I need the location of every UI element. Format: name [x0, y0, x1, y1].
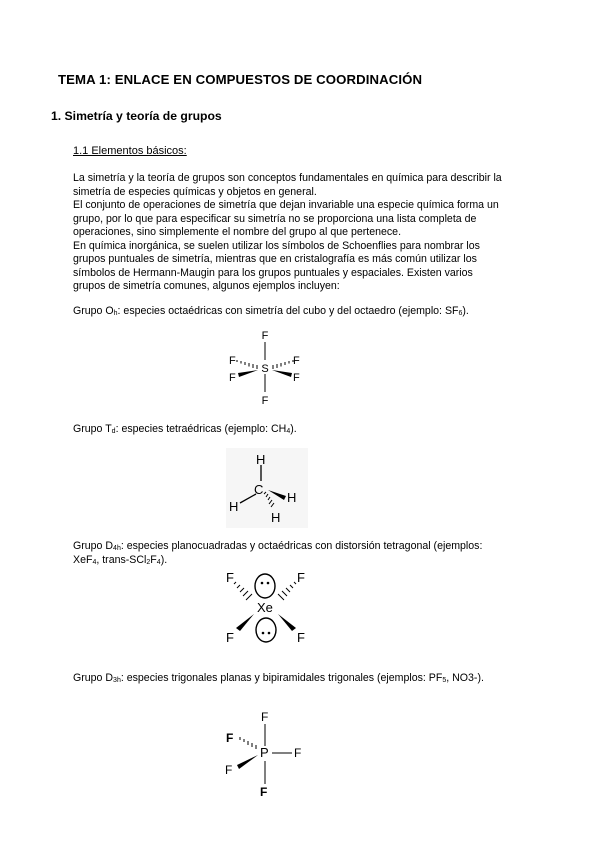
intro-paragraph: [73, 172, 543, 294]
document-title: TEMA 1: ENLACE EN COMPUESTOS DE COORDINACIÓN: [58, 72, 423, 87]
xef4-lower-left-label: F: [226, 630, 234, 645]
pf5-eq-right-label: F: [294, 746, 302, 760]
xef4-lower-right-label: F: [297, 630, 305, 645]
pf5-structure: [220, 708, 316, 802]
ch4-center-label: C: [254, 482, 264, 497]
sf6-upper-right-label: F: [293, 355, 300, 367]
paragraph-line: símbolos de Hermann-Maugin para los grupos puntuales y espaciales. Existen varios: [73, 266, 473, 279]
group-d4h-examples-line: XeF$_4$, trans-$SCl_2F_4$).: [73, 554, 168, 566]
ch4-bottom-h-label: H: [271, 510, 281, 525]
xef4-structure: [222, 568, 314, 648]
ch4-right-h-label: H: [287, 490, 297, 505]
sf6-center-label: S: [261, 363, 269, 375]
paragraph-line: grupos puntuales de simetría, mientras que en cristalografía es más común utilizar los: [73, 253, 477, 265]
sf6-axial-top-label: F: [261, 330, 269, 342]
group-d3h-line: Grupo $D_{3h}$: especies trigonales planas y bipiramidales trigonales (ejemplos: $PF_5$, NO3-).: [73, 672, 484, 684]
ch4-left-h-label: H: [229, 499, 239, 514]
section-heading: 1. Simetría y teoría de grupos: [51, 109, 222, 123]
subsection-heading: 1.1 Elementos básicos:: [73, 145, 187, 157]
paragraph-line: El conjunto de operaciones de simetría que dejan invariable una especie química forma un: [73, 199, 499, 211]
sf6-lower-left-label: F: [229, 372, 236, 384]
pf5-axial-bottom-label: F: [260, 785, 268, 799]
paragraph-line: operaciones, sino simplemente el nombre del grupo al que pertenece.: [73, 226, 402, 238]
paragraph-line: grupo, por lo que para especificar su simetría no se proporciona una lista completa de: [73, 212, 477, 225]
xef4-upper-left-label: F: [226, 570, 234, 585]
pf5-eq-front-label: F: [225, 763, 233, 777]
sf6-upper-left-label: F: [229, 355, 236, 367]
xef4-upper-right-label: F: [297, 570, 305, 585]
paragraph-line: simetría de especies químicas y objetos en general.: [73, 185, 317, 198]
paragraph-line: En química inorgánica, se suelen utilizar los símbolos de Schoenflies para nombrar los: [73, 239, 480, 252]
paragraph-line: La simetría y la teoría de grupos son conceptos fundamentales en química para describir la: [73, 172, 502, 184]
paragraph-line: grupos de simetría comunes, algunos ejemplos incluyen:: [73, 280, 340, 292]
group-oh-line: Grupo $O_h$: especies octaédricas con simetría del cubo y del octaedro (ejemplo: $SF_6$).: [73, 305, 469, 317]
pf5-eq-back-label: F: [226, 731, 234, 745]
pf5-axial-top-label: F: [261, 710, 269, 724]
group-d4h-line: Grupo $D_{4h}$: especies planocuadradas y octaédricas con distorsión tetragonal (ejemplos:: [73, 540, 483, 552]
sf6-structure: [222, 326, 308, 410]
ch4-top-h-label: H: [256, 452, 266, 467]
pf5-center-label: P: [260, 745, 269, 760]
xef4-center-label: Xe: [257, 600, 273, 615]
group-td-line: Grupo $T_d$: especies tetraédricas (ejemplo: $CH_4$).: [73, 423, 297, 435]
sf6-axial-bottom-label: F: [261, 395, 269, 407]
sf6-lower-right-label: F: [293, 372, 300, 384]
ch4-structure: [226, 448, 308, 528]
